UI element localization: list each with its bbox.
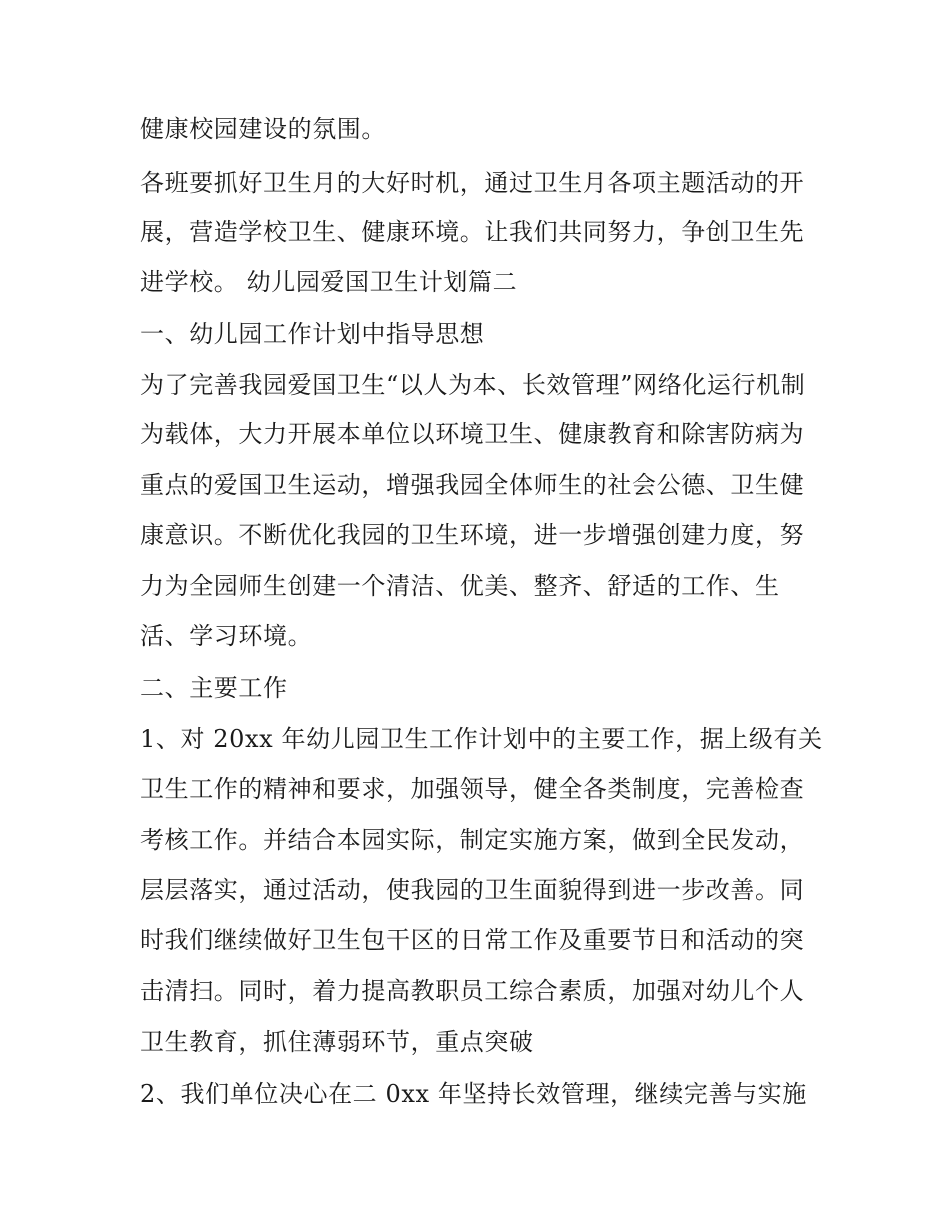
text-line: 考核工作。并结合本园实际，制定实施方案，做到全民发动， <box>140 826 805 854</box>
text-line: 卫生工作的精神和要求，加强领导，健全各类制度，完善检查 <box>140 775 805 803</box>
text-line: 为了完善我园爱国卫生“以人为本、长效管理”网络化运行机制 <box>140 371 806 399</box>
text-line: 健康校园建设的氛围。 <box>140 115 386 143</box>
text-line: 重点的爱国卫生运动，增强我园全体师生的社会公德、卫生健 <box>140 471 805 499</box>
text-line: 1、对 20xx 年幼儿园卫生工作计划中的主要工作，据上级有关 <box>140 725 823 753</box>
text-line: 层层落实，通过活动，使我园的卫生面貌得到进一步改善。同 <box>140 876 805 904</box>
text-line: 康意识。不断优化我园的卫生环境，进一步增强创建力度，努 <box>140 521 805 549</box>
text-line: 展，营造学校卫生、健康环境。让我们共同努力，争创卫生先 <box>140 218 805 246</box>
text-line: 击清扫。同时，着力提高教职员工综合素质，加强对幼儿个人 <box>140 977 805 1005</box>
text-line: 时我们继续做好卫生包干区的日常工作及重要节日和活动的突 <box>140 926 805 954</box>
text-line: 为载体，大力开展本单位以环境卫生、健康教育和除害防病为 <box>140 420 805 448</box>
text-line: 各班要抓好卫生月的大好时机，通过卫生月各项主题活动的开 <box>140 169 805 197</box>
text-line: 2、我们单位决心在二 0xx 年坚持长效管理，继续完善与实施 <box>140 1080 807 1108</box>
section-heading: 二、主要工作 <box>140 674 288 702</box>
text-line: 进学校。 幼儿园爱国卫生计划篇二 <box>140 268 518 296</box>
text-line: 力为全园师生创建一个清洁、优美、整齐、舒适的工作、生 <box>140 572 780 600</box>
section-heading: 一、幼儿园工作计划中指导思想 <box>140 320 485 348</box>
text-line: 卫生教育，抓住薄弱环节，重点突破 <box>140 1028 534 1056</box>
text-line: 活、学习环境。 <box>140 622 313 650</box>
